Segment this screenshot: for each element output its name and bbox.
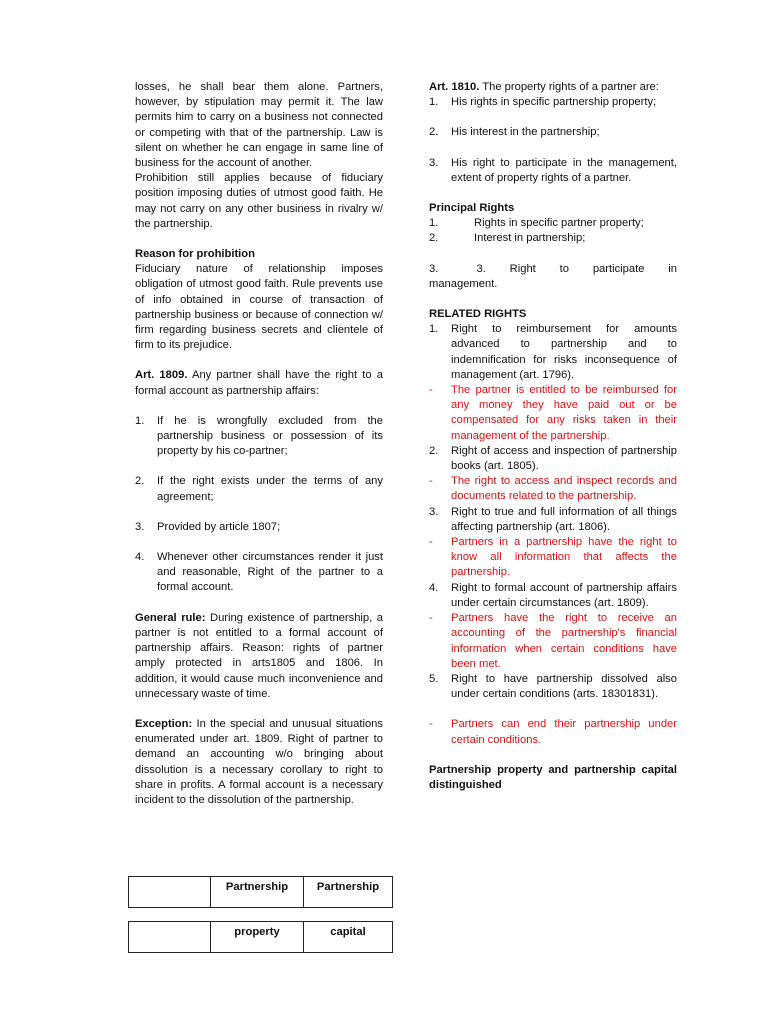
table-cell: Partnership [211, 877, 304, 908]
table-cell [129, 877, 211, 908]
table-cell [129, 922, 211, 953]
general-rule-label: General rule: [135, 611, 206, 624]
table-header-row-2 [128, 921, 393, 953]
art-1809-item: 4. Whenever other circumstances render it just and reasonable, Right of the partner to a formal account. [135, 551, 383, 594]
right-column [429, 80, 681, 793]
general-rule-text: During existence of partnership, a partner is not entitled to a formal account of partnership affairs. Reason: rights of partner amply protected in arts1805 and 1806. In addition, it would cause much inconvenience and unnecessary waste of time. [135, 611, 384, 700]
related-item: 3. Right to true and full information of all things affecting partnership (art. 1806). [429, 505, 677, 533]
para-losses: losses, he shall bear them alone. Partners, however, by stipulation may permit it. The law permits him to carry on a business not connected or competing with that of the partnership. Law is silent on whether he can engage in same line of business for the account of another. [135, 81, 383, 170]
table-cell: property [211, 922, 304, 953]
art-1810-text: The property rights of a partner are: [482, 81, 659, 93]
related-item: 5. Right to have partnership dissolved also under certain conditions (arts. 18301831). [429, 672, 677, 701]
art-1810 [429, 80, 677, 95]
table-header-row-1 [128, 876, 393, 908]
general-rule [135, 611, 383, 702]
art-1809-item: 2. If the right exists under the terms of any agreement; [135, 475, 383, 503]
distinguished-heading: Partnership property and partnership capital distinguished [429, 763, 677, 791]
related-item: 4. Right to formal account of partnership affairs under certain circumstances (art. 1809). [429, 581, 677, 609]
table-cell: Partnership [304, 877, 393, 908]
related-note: - Partners can end their partnership under certain conditions. [429, 718, 677, 746]
related-note: - Partners in a partnership have the right to know all information that affects the partnership. [429, 536, 677, 579]
reason-text: Fiduciary nature of relationship imposes obligation of utmost good faith. Rule prevents use of info obtained in course of transaction of partnership business or because of connection w/ firm regarding business secrets and clientele of firm to its prejudice. [135, 263, 383, 352]
art-1810-item: 3. His right to participate in the management, extent of property rights of a partner. [429, 156, 677, 184]
table-cell: capital [304, 922, 393, 953]
related-item: 1. Right to reimbursement for amounts advanced to partnership and to indemnification for risks inconsequence of management (art. 1796). [429, 323, 677, 381]
exception-label: Exception: [135, 717, 193, 730]
related-note: - The partner is entitled to be reimbursed for any money they have paid out or be compensated for any risks taken in their management of the partnership. [429, 384, 677, 442]
art-1810-item: 1. His rights in specific partnership property; [429, 96, 657, 109]
art-1810-item: 2. His interest in the partnership; [429, 126, 600, 139]
exception [135, 717, 383, 808]
art-1809-item: 1. If he is wrongfully excluded from the partnership business or possession of its property by his co-partner; [135, 414, 383, 458]
related-note: - Partners have the right to receive an accounting of the partnership's financial information when certain conditions have been met. [429, 612, 677, 670]
related-rights-heading: RELATED RIGHTS [429, 308, 527, 321]
related-note: - The right to access and inspect records and documents related to the partnership. [429, 475, 677, 503]
art-1809-label: Art. 1809. [135, 369, 188, 382]
para-prohibition: Prohibition still applies because of fiduciary position imposing duties of utmost good faith. He may not carry on any other business in rivalry w/ the partnership. [135, 172, 383, 230]
exception-text: In the special and unusual situations enumerated under art. 1809. Right of partner to demand an accounting w/o bringing about dissolution is a necessary corollary to right to share in profits. A formal account is a necessary incident to the dissolution of the partnership. [135, 717, 383, 806]
art-1810-label: Art. 1810. [429, 81, 480, 93]
related-item: 2. Right of access and inspection of partnership books (art. 1805). [429, 444, 677, 473]
principal-rights-heading: Principal Rights [429, 202, 515, 215]
art-1809-text: Any partner shall have the right to a formal account as partnership affairs: [135, 369, 383, 397]
principal-item: 2. Interest in partnership; [429, 232, 586, 245]
principal-item-3: 3. 3. Right to participate in management. [429, 262, 681, 290]
reason-heading: Reason for prohibition [135, 248, 255, 261]
left-column [135, 80, 383, 808]
art-1809-item: 3. Provided by article 1807; [135, 520, 281, 533]
art-1809 [135, 368, 383, 398]
principal-item: 1. Rights in specific partner property; [429, 217, 644, 230]
